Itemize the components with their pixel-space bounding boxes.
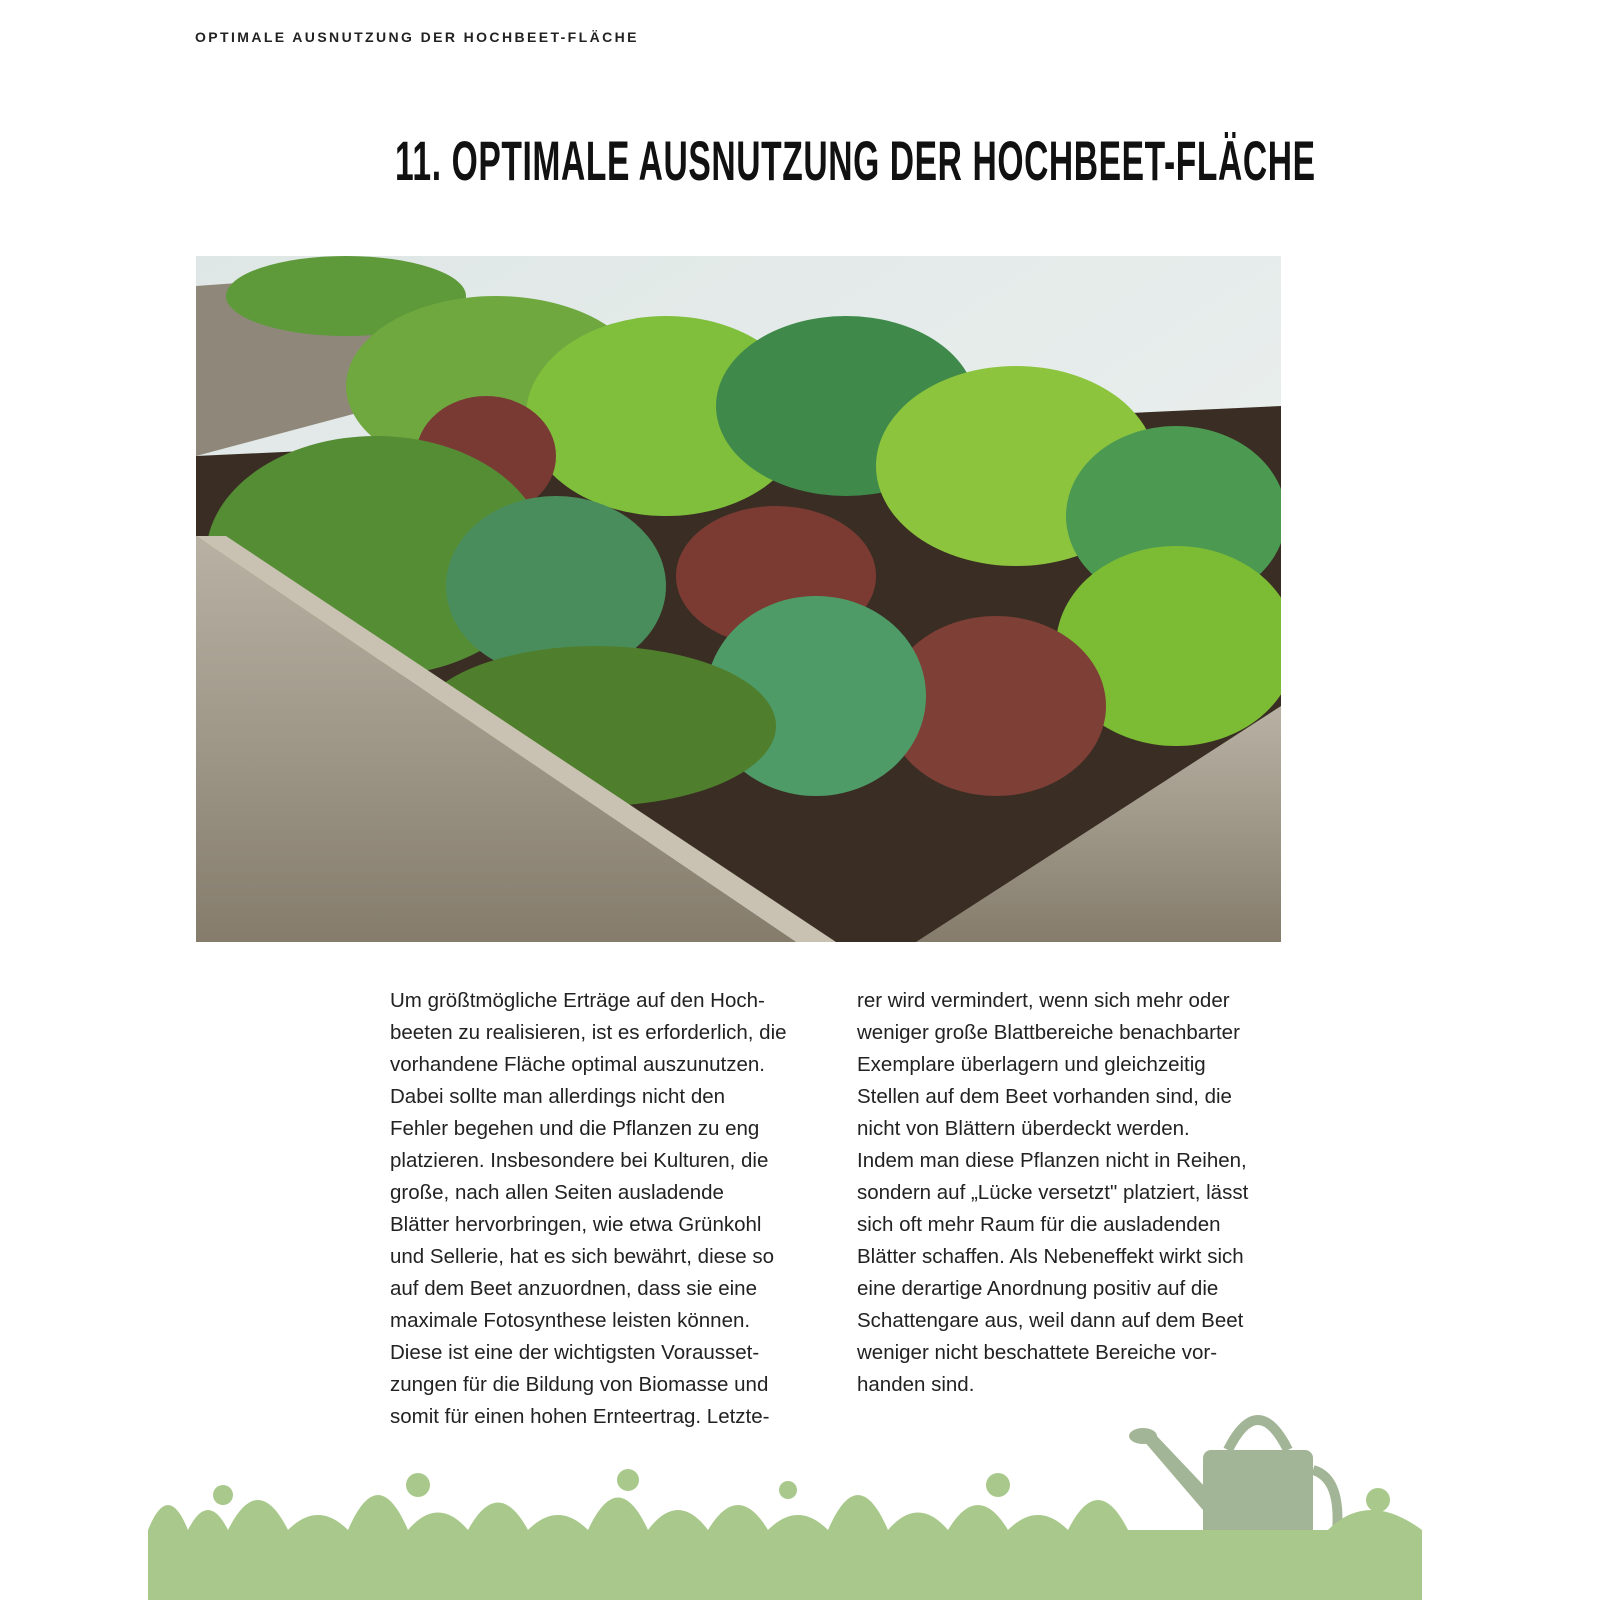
text-line: und Sellerie, hat es sich bewährt, diese so <box>390 1245 775 1268</box>
text-line: Dabei sollte man allerdings nicht den <box>390 1085 726 1108</box>
text-line: Fehler begehen und die Pflanzen zu eng <box>390 1117 760 1140</box>
garden-silhouette-footer <box>148 1390 1422 1600</box>
text-line: Blätter schaffen. Als Nebeneffekt wirkt sich <box>857 1245 1244 1268</box>
text-line: Indem man diese Pflanzen nicht in Reihen, <box>857 1149 1247 1172</box>
text-line: auf dem Beet anzuordnen, dass sie eine <box>390 1277 757 1300</box>
raised-bed-photo <box>196 256 1281 942</box>
text-line: eine derartige Anordnung positiv auf die <box>857 1277 1219 1300</box>
text-line: beeten zu realisieren, ist es erforderlich, die <box>390 1021 787 1044</box>
text-line: rer wird vermindert, wenn sich mehr oder <box>857 989 1230 1012</box>
text-line: sich oft mehr Raum für die ausladenden <box>857 1213 1221 1236</box>
page-title: 11. OPTIMALE AUSNUTZUNG DER HOCHBEET-FLÄCHE <box>395 129 1316 192</box>
text-line: handen sind. <box>857 1373 975 1396</box>
text-line: Diese ist eine der wichtigsten Vorausset- <box>390 1341 760 1364</box>
running-header: OPTIMALE AUSNUTZUNG DER HOCHBEET-FLÄCHE <box>195 29 639 45</box>
text-line: Exemplare überlagern und gleichzeitig <box>857 1053 1206 1076</box>
text-line: Schattengare aus, weil dann auf dem Beet <box>857 1309 1244 1332</box>
text-line: vorhandene Fläche optimal auszunutzen. <box>390 1053 765 1076</box>
text-line: somit für einen hohen Ernteertrag. Letzte- <box>390 1405 770 1428</box>
text-line: Um größtmögliche Erträge auf den Hoch- <box>390 989 765 1012</box>
text-line: zungen für die Bildung von Biomasse und <box>390 1373 769 1396</box>
text-line: platzieren. Insbesondere bei Kulturen, die <box>390 1149 769 1172</box>
text-line: nicht von Blättern überdeckt werden. <box>857 1117 1190 1140</box>
text-line: sondern auf „Lücke versetzt" platziert, lässt <box>857 1181 1249 1204</box>
text-line: Blätter hervorbringen, wie etwa Grünkohl <box>390 1213 762 1236</box>
text-column-2 <box>857 985 1248 1401</box>
text-line: weniger große Blattbereiche benachbarter <box>857 1021 1240 1044</box>
text-line: maximale Fotosynthese leisten können. <box>390 1309 751 1332</box>
text-line: Stellen auf dem Beet vorhanden sind, die <box>857 1085 1232 1108</box>
text-line: große, nach allen Seiten ausladende <box>390 1181 724 1204</box>
text-line: weniger nicht beschattete Bereiche vor- <box>857 1341 1218 1364</box>
text-column-1 <box>390 985 787 1433</box>
